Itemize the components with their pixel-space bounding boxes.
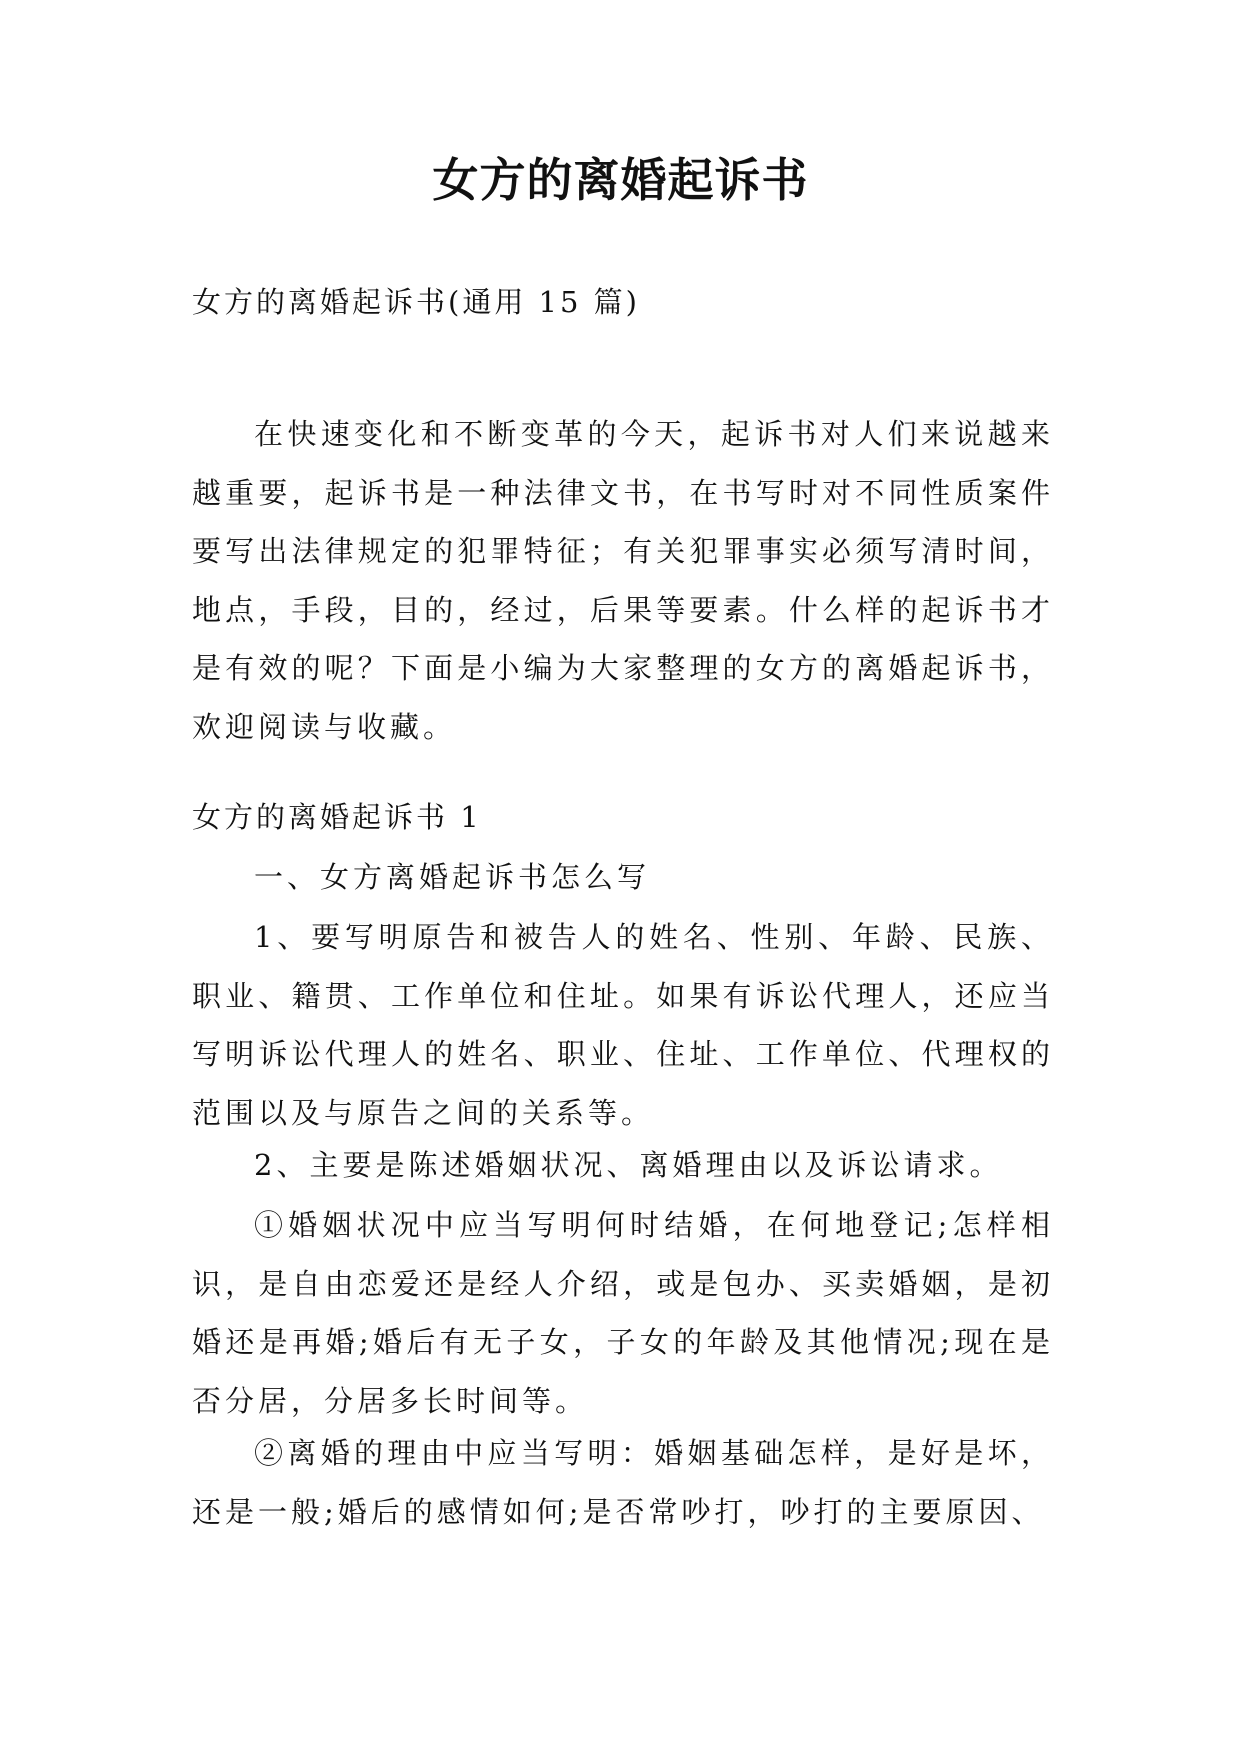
intro-paragraph: 在快速变化和不断变革的今天，起诉书对人们来说越来越重要，起诉书是一种法律文书，在书写时对不同性质案件要写出法律规定的犯罪特征；有关犯罪事实必须写清时间，地点，手段，目的，经过，后果等要素。什么样的起诉书才是有效的呢？下面是小编为大家整理的女方的离婚起诉书，欢迎阅读与收藏。 xyxy=(192,417,1054,744)
paragraph-heading: 一、女方离婚起诉书怎么写 xyxy=(254,860,651,894)
paragraph-sub-1: ①婚姻状况中应当写明何时结婚，在何地登记;怎样相识，是自由恋爱还是经人介绍，或是包办、买卖婚姻，是初婚还是再婚;婚后有无子女，子女的年龄及其他情况;现在是否分居，分居多长时间等。 xyxy=(192,1208,1054,1418)
paragraph-item-2: 2、主要是陈述婚姻状况、离婚理由以及诉讼请求。 xyxy=(254,1148,1003,1182)
paragraph-item-1: 1、要写明原告和被告人的姓名、性别、年龄、民族、职业、籍贯、工作单位和住址。如果有诉讼代理人，还应当写明诉讼代理人的姓名、职业、住址、工作单位、代理权的范围以及与原告之间的关系等。 xyxy=(192,920,1054,1130)
paragraph-sub-2: ②离婚的理由中应当写明：婚姻基础怎样，是好是坏，还是一般;婚后的感情如何;是否常吵打，吵打的主要原因、 xyxy=(192,1436,1054,1529)
document-subtitle: 女方的离婚起诉书(通用 15 篇) xyxy=(192,285,640,319)
document-title: 女方的离婚起诉书 xyxy=(432,153,809,207)
section-title: 女方的离婚起诉书 1 xyxy=(192,800,482,834)
